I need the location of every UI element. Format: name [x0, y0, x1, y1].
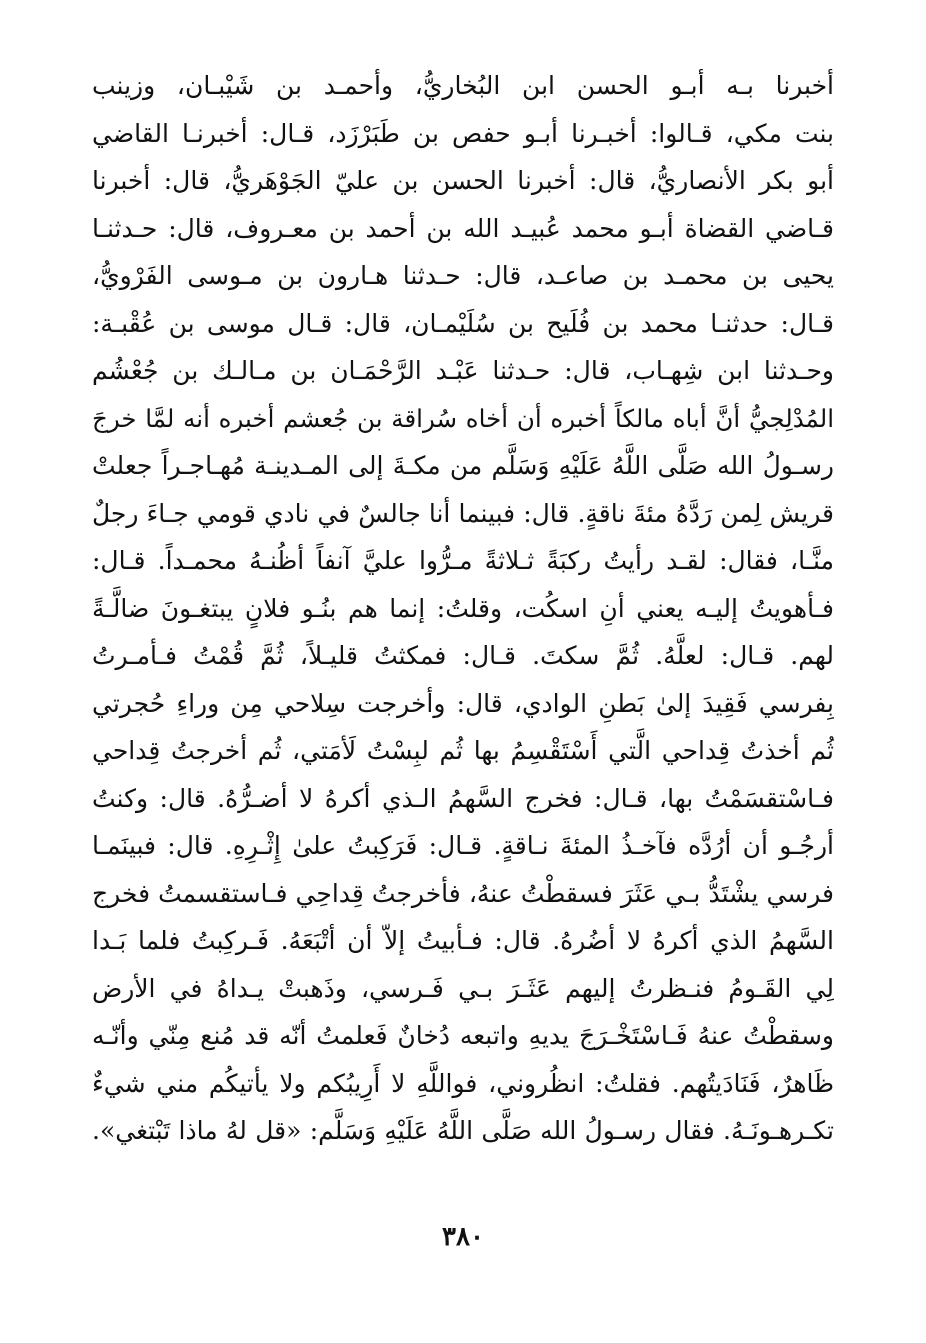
text-line: ثُم أخذتُ قِداحي الَّتي أَسْتَقْسِمُ بها ثُم لبِسْتُ لَأمَتي، ثُم أخرجتُ قِداحي	[92, 736, 834, 765]
text-line: لهم. قـال: لعلَّهُ. ثُمَّ سكتَ. قـال: فمكثتُ قليـلاً، ثُمَّ قُمْتُ فـأمـرتُ	[92, 641, 834, 670]
text-line: بنت مكي، قـالوا: أخبـرنا أبـو حفص بن طَبَرْزَد، قـال: أخبرنـا القاضي	[92, 118, 834, 148]
text-line: وسقطْتُ عنهُ فَـاسْتَخْـرَجَ يديهِ واتبعه دُخانٌ فَعلمتُ أنّه قد مُنع مِنّي وأنّـه	[92, 1021, 834, 1050]
text-line: وحـدثنا ابن شِهـاب، قال: حـدثنا عَبْـد الرَّحْمَـان بن مـالـك بن جُعْشُم	[92, 356, 834, 385]
page-number: ٣٨٠	[442, 1222, 484, 1252]
text-line: قـاضي القضاة أبـو محمد عُبيـد الله بن أحمد بن معـروف، قال: حـدثنـا	[92, 213, 834, 243]
text-line: فـاسْتقسَمْتُ بها، قـال: فخرج السَّهمُ الـذي أكرهُ لا أضـرُّهُ. قال: وكنتُ	[92, 783, 834, 813]
text-line: رسـولُ الله صَلَّى اللَّهُ عَلَيْهِ وَسَلَّم من مكـةَ إلى المـدينـة مُهـاجـراً جعلتْ	[92, 451, 834, 480]
text-line: المُدْلِجيُّ أنَّ أباه مالكاً أخبره أن أخاه سُراقة بن جُعشم أخبره أنه لمَّا خرجَ	[92, 403, 834, 433]
text-line: أخبرنا بـه أبـو الحسن ابن البُخاريُّ، وأحمـد بن شَيْبـان، وزينب	[92, 71, 834, 100]
text-line: تكـرهـونَـهُ. فقال رسـولُ الله صَلَّى اللَّهُ عَلَيْهِ وَسَلَّم: «قل لهُ ماذا تَبْتغي».	[92, 1116, 834, 1145]
text-line: أرجُـو أن أرُدَّه فآخـذُ المئةَ نـاقةٍ. قـال: فَرَكِبتُ علىٰ إِثْـرِهِ. قال: فبينَمـا	[92, 831, 834, 860]
text-line: ظَاهرٌ، فَنَادَيتُهم. فقلتُ: انظُروني، فواللَّهِ لا أَرِيبُكم ولا يأتيكُم مني شيءٌ	[92, 1068, 834, 1098]
text-line: يحيى بن محمـد بن صاعـد، قال: حـدثنا هـارون بن مـوسى الفَرْويُّ،	[92, 261, 834, 290]
text-line: لِي القَـومُ فنـظرتُ إليهم عَثَـرَ بـي فَـرسي، وذَهبتْ يـداهُ في الأرض	[92, 973, 834, 1003]
text-line: السَّهمُ الذي أكرهُ لا أضُرهُ. قال: فـأبيتُ إلاّ أن أتْبَعَهُ. فَـركِبتُ فلما بَـدا	[92, 926, 834, 955]
text-line: منَّـا، فقال: لقـد رأيتُ ركبَةً ثـلاثةً مـرُّوا عليَّ آنفاً أظُنـهُ محمـداً. قـال:	[92, 546, 834, 575]
text-line: فرسي يشْتَدُّ بـي عَثَرَ فسقطْتُ عنهُ، فأخرجتُ قِداحِي فـاستقسمتُ فخرج	[92, 878, 834, 908]
text-line: قـال: حدثنـا محمد بن فُلَيح بن سُلَيْمـان، قال: قـال موسى بن عُقْبـة:	[92, 308, 834, 338]
text-line: قريش لِمن رَدَّهُ مئةَ ناقةٍ. قال: فبينما أنا جالسٌ في نادي قومي جـاءَ رجلٌ	[92, 498, 834, 528]
text-line: فـأهويتُ إليـه يعني أنِ اسكُت، وقلتُ: إنما هم بنُـو فلانٍ يبتغـونَ ضالَّـةً	[92, 593, 834, 623]
text-line: أبو بكر الأنصاريُّ، قال: أخبرنا الحسن بن عليّ الجَوْهَريُّ، قال: أخبرنا	[92, 166, 834, 195]
body-text	[92, 62, 834, 1155]
text-line: بِفرسي فَقِيدَ إلىٰ بَطنِ الوادي، قال: وأخرجت سِلاحي مِن وراءِ حُجرتي	[92, 688, 834, 718]
